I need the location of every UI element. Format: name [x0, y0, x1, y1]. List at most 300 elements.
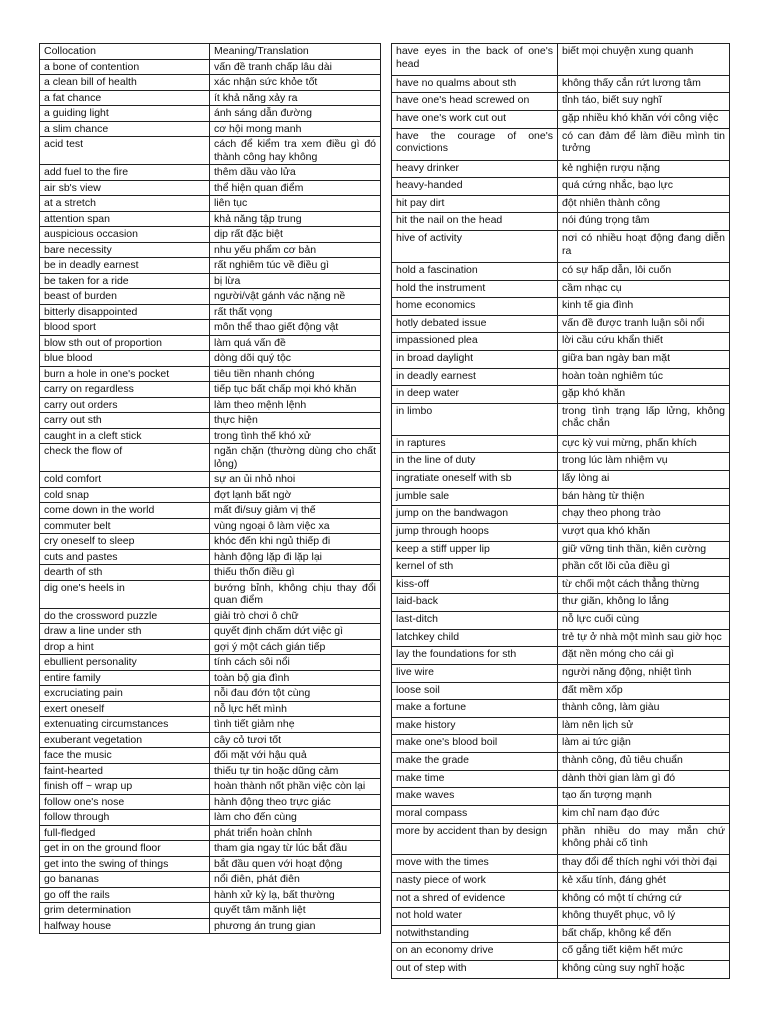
meaning-cell: gặp khó khăn: [558, 386, 730, 404]
collocation-cell: in broad daylight: [392, 351, 558, 369]
collocation-cell: cold comfort: [40, 472, 210, 488]
table-row: [392, 368, 730, 386]
collocation-cell: hold a fascination: [392, 262, 558, 280]
table-row: [40, 918, 381, 934]
meaning-cell: xác nhận sức khỏe tốt: [210, 75, 381, 91]
table-row: [392, 195, 730, 213]
meaning-cell: có sự hấp dẫn, lôi cuốn: [558, 262, 730, 280]
table-row: [392, 682, 730, 700]
collocation-cell: a slim chance: [40, 121, 210, 137]
collocation-cell: not hold water: [392, 908, 558, 926]
table-row: [392, 298, 730, 316]
table-row: [392, 753, 730, 771]
meaning-cell: gặp nhiều khó khăn với công việc: [558, 111, 730, 129]
meaning-cell: bướng bỉnh, không chịu thay đổi quan điểm: [210, 580, 381, 608]
table-row: [392, 594, 730, 612]
collocation-cell: dearth of sth: [40, 565, 210, 581]
collocation-cell: on an economy drive: [392, 943, 558, 961]
meaning-cell: thể hiện quan điểm: [210, 180, 381, 196]
meaning-cell: ánh sáng dẫn đường: [210, 106, 381, 122]
table-row: [40, 732, 381, 748]
table-row: [40, 701, 381, 717]
table-row: [392, 386, 730, 404]
meaning-cell: quá cứng nhắc, bạo lực: [558, 178, 730, 196]
collocation-cell: blue blood: [40, 351, 210, 367]
meaning-cell: thiếu thốn điều gì: [210, 565, 381, 581]
collocation-cell: have one's work cut out: [392, 111, 558, 129]
collocation-cell: check the flow of: [40, 444, 210, 472]
collocation-cell: make waves: [392, 788, 558, 806]
collocation-cell: have one's head screwed on: [392, 93, 558, 111]
meaning-cell: thành công, đủ tiêu chuẩn: [558, 753, 730, 771]
meaning-cell: nhu yếu phẩm cơ bản: [210, 242, 381, 258]
collocation-cell: exuberant vegetation: [40, 732, 210, 748]
meaning-cell: giải trò chơi ô chữ: [210, 608, 381, 624]
table-row: [392, 213, 730, 231]
meaning-cell: thiếu tự tin hoặc dũng cảm: [210, 763, 381, 779]
collocation-cell: make one's blood boil: [392, 735, 558, 753]
table-row: [40, 903, 381, 919]
right-table-wrapper: [391, 43, 730, 979]
meaning-cell: dành thời gian làm gì đó: [558, 770, 730, 788]
table-row: [40, 686, 381, 702]
table-row: [40, 670, 381, 686]
meaning-cell: vùng ngoại ô làm việc xa: [210, 518, 381, 534]
collocation-cell: make the grade: [392, 753, 558, 771]
table-row: [392, 961, 730, 979]
collocation-cell: in deep water: [392, 386, 558, 404]
meaning-cell: trong lúc làm nhiệm vụ: [558, 453, 730, 471]
header-collocation: Collocation: [40, 44, 210, 60]
collocation-cell: make history: [392, 717, 558, 735]
meaning-cell: tạo ấn tượng mạnh: [558, 788, 730, 806]
table-row: [40, 549, 381, 565]
meaning-cell: không có một tí chứng cứ: [558, 890, 730, 908]
collocation-cell: out of step with: [392, 961, 558, 979]
right-table-body: [392, 44, 730, 979]
table-row: [40, 227, 381, 243]
collocation-cell: move with the times: [392, 855, 558, 873]
meaning-cell: vấn đề được tranh luận sôi nổi: [558, 315, 730, 333]
collocation-cell: face the music: [40, 748, 210, 764]
meaning-cell: phương án trung gian: [210, 918, 381, 934]
collocation-cell: drop a hint: [40, 639, 210, 655]
meaning-cell: kinh tế gia đình: [558, 298, 730, 316]
meaning-cell: thư giãn, không lo lắng: [558, 594, 730, 612]
meaning-cell: không thấy cắn rứt lương tâm: [558, 75, 730, 93]
collocation-cell: blood sport: [40, 320, 210, 336]
table-row: [392, 435, 730, 453]
collocation-cell: last-ditch: [392, 612, 558, 630]
table-row: [40, 75, 381, 91]
table-row: [40, 887, 381, 903]
table-row: [40, 366, 381, 382]
collocation-cell: keep a stiff upper lip: [392, 541, 558, 559]
table-row: [392, 44, 730, 76]
meaning-cell: đợt lạnh bất ngờ: [210, 487, 381, 503]
meaning-cell: vấn đề tranh chấp lâu dài: [210, 59, 381, 75]
collocation-cell: a fat chance: [40, 90, 210, 106]
meaning-cell: làm cho đến cùng: [210, 810, 381, 826]
table-row: [40, 289, 381, 305]
meaning-cell: cầm nhạc cụ: [558, 280, 730, 298]
header-meaning: Meaning/Translation: [210, 44, 381, 60]
meaning-cell: bất chấp, không kể đến: [558, 925, 730, 943]
meaning-cell: gợi ý một cách gián tiếp: [210, 639, 381, 655]
table-row: [392, 559, 730, 577]
meaning-cell: phần nhiều do may mắn chứ không phải cố tình: [558, 823, 730, 855]
meaning-cell: kim chỉ nam đạo đức: [558, 805, 730, 823]
table-row: [392, 823, 730, 855]
collocation-cell: commuter belt: [40, 518, 210, 534]
meaning-cell: làm theo mệnh lệnh: [210, 397, 381, 413]
table-row: [392, 75, 730, 93]
table-row: [40, 841, 381, 857]
table-row: [40, 90, 381, 106]
collocation-cell: dig one's heels in: [40, 580, 210, 608]
collocation-cell: get into the swing of things: [40, 856, 210, 872]
meaning-cell: cách để kiểm tra xem điều gì đó thành công hay không: [210, 137, 381, 165]
meaning-cell: không cùng suy nghĩ hoặc: [558, 961, 730, 979]
collocation-cell: draw a line under sth: [40, 624, 210, 640]
collocation-cell: come down in the world: [40, 503, 210, 519]
meaning-cell: toàn bộ gia đình: [210, 670, 381, 686]
collocation-cell: extenuating circumstances: [40, 717, 210, 733]
collocation-cell: hive of activity: [392, 231, 558, 263]
meaning-cell: biết mọi chuyện xung quanh: [558, 44, 730, 76]
collocation-cell: in deadly earnest: [392, 368, 558, 386]
table-row: [392, 717, 730, 735]
table-row: [392, 612, 730, 630]
meaning-cell: không thuyết phục, vô lý: [558, 908, 730, 926]
collocation-cell: grim determination: [40, 903, 210, 919]
collocation-cell: notwithstanding: [392, 925, 558, 943]
table-row: [40, 810, 381, 826]
collocation-cell: jumble sale: [392, 488, 558, 506]
table-row: [40, 180, 381, 196]
meaning-cell: kẻ nghiện rượu nặng: [558, 160, 730, 178]
meaning-cell: đất mềm xốp: [558, 682, 730, 700]
collocation-cell: heavy-handed: [392, 178, 558, 196]
table-row: [392, 351, 730, 369]
meaning-cell: hoàn thành nốt phần việc còn lại: [210, 779, 381, 795]
table-row: [392, 872, 730, 890]
table-row: [40, 565, 381, 581]
meaning-cell: nơi có nhiều hoạt động đang diễn ra: [558, 231, 730, 263]
table-row: [392, 231, 730, 263]
collocation-cell: ebullient personality: [40, 655, 210, 671]
collocation-cell: lay the foundations for sth: [392, 647, 558, 665]
table-row: [392, 855, 730, 873]
collocation-cell: have no qualms about sth: [392, 75, 558, 93]
meaning-cell: lấy lòng ai: [558, 471, 730, 489]
collocation-cell: loose soil: [392, 682, 558, 700]
meaning-cell: trong tình trạng lấp lửng, không chắc chắn: [558, 403, 730, 435]
table-row: [392, 333, 730, 351]
table-row: [40, 534, 381, 550]
meaning-cell: hành động theo trực giác: [210, 794, 381, 810]
collocation-cell: hotly debated issue: [392, 315, 558, 333]
meaning-cell: trong tình thế khó xử: [210, 428, 381, 444]
collocation-cell: have the courage of one's convictions: [392, 128, 558, 160]
table-row: [40, 794, 381, 810]
meaning-cell: nỗ lực cuối cùng: [558, 612, 730, 630]
meaning-cell: thành công, làm giàu: [558, 700, 730, 718]
table-row: [392, 890, 730, 908]
table-row: [40, 121, 381, 137]
collocation-cell: bare necessity: [40, 242, 210, 258]
meaning-cell: giữ vững tinh thần, kiên cường: [558, 541, 730, 559]
meaning-cell: ngăn chặn (thường dùng cho chất lỏng): [210, 444, 381, 472]
meaning-cell: bán hàng từ thiện: [558, 488, 730, 506]
meaning-cell: tiêu tiền nhanh chóng: [210, 366, 381, 382]
table-row: [392, 788, 730, 806]
collocation-cell: acid test: [40, 137, 210, 165]
table-row: [392, 453, 730, 471]
meaning-cell: mất đi/suy giảm vị thế: [210, 503, 381, 519]
table-row: [392, 506, 730, 524]
table-row: [392, 925, 730, 943]
collocation-cell: exert oneself: [40, 701, 210, 717]
meaning-cell: vượt qua khó khăn: [558, 523, 730, 541]
table-row: [392, 178, 730, 196]
meaning-cell: dịp rất đặc biệt: [210, 227, 381, 243]
meaning-cell: nỗi đau đớn tột cùng: [210, 686, 381, 702]
meaning-cell: cố gắng tiết kiệm hết mức: [558, 943, 730, 961]
table-row: [40, 413, 381, 429]
table-row: [392, 280, 730, 298]
collocation-cell: impassioned plea: [392, 333, 558, 351]
meaning-cell: khả năng tập trung: [210, 211, 381, 227]
table-row: [392, 770, 730, 788]
meaning-cell: kẻ xấu tính, đáng ghét: [558, 872, 730, 890]
meaning-cell: thay đổi để thích nghi với thời đại: [558, 855, 730, 873]
table-row: [40, 196, 381, 212]
table-row: [392, 93, 730, 111]
collocation-cell: heavy drinker: [392, 160, 558, 178]
meaning-cell: phần cốt lõi của điều gì: [558, 559, 730, 577]
meaning-cell: bị lừa: [210, 273, 381, 289]
table-row: [40, 639, 381, 655]
table-row: [40, 258, 381, 274]
meaning-cell: cực kỳ vui mừng, phấn khích: [558, 435, 730, 453]
meaning-cell: lời cầu cứu khẩn thiết: [558, 333, 730, 351]
meaning-cell: tình tiết giảm nhẹ: [210, 717, 381, 733]
table-row: [40, 273, 381, 289]
meaning-cell: chạy theo phong trào: [558, 506, 730, 524]
collocation-cell: live wire: [392, 664, 558, 682]
collocation-cell: be in deadly earnest: [40, 258, 210, 274]
meaning-cell: hoàn toàn nghiêm túc: [558, 368, 730, 386]
meaning-cell: tính cách sôi nổi: [210, 655, 381, 671]
meaning-cell: nỗ lực hết mình: [210, 701, 381, 717]
table-row: [40, 748, 381, 764]
collocation-cell: a guiding light: [40, 106, 210, 122]
table-row: [392, 315, 730, 333]
collocation-cell: bitterly disappointed: [40, 304, 210, 320]
table-row: [40, 503, 381, 519]
collocation-cell: more by accident than by design: [392, 823, 558, 855]
meaning-cell: nổi điên, phát điên: [210, 872, 381, 888]
table-row: [392, 647, 730, 665]
collocation-cell: moral compass: [392, 805, 558, 823]
table-row: [392, 160, 730, 178]
table-row: [40, 763, 381, 779]
table-row: [40, 655, 381, 671]
collocation-cell: full-fledged: [40, 825, 210, 841]
collocation-cell: in raptures: [392, 435, 558, 453]
table-row: [40, 487, 381, 503]
collocation-cell: have eyes in the back of one's head: [392, 44, 558, 76]
collocation-cell: beast of burden: [40, 289, 210, 305]
table-row: [40, 472, 381, 488]
meaning-cell: đột nhiên thành công: [558, 195, 730, 213]
meaning-cell: cây cỏ tươi tốt: [210, 732, 381, 748]
table-row: [392, 541, 730, 559]
meaning-cell: tham gia ngay từ lúc bắt đầu: [210, 841, 381, 857]
collocation-cell: cuts and pastes: [40, 549, 210, 565]
left-collocation-table: [39, 43, 381, 934]
table-row: [40, 856, 381, 872]
collocation-cell: do the crossword puzzle: [40, 608, 210, 624]
table-row: [40, 444, 381, 472]
meaning-cell: làm quá vấn đề: [210, 335, 381, 351]
table-row: [392, 735, 730, 753]
collocation-cell: blow sth out of proportion: [40, 335, 210, 351]
meaning-cell: dòng dõi quý tộc: [210, 351, 381, 367]
table-row: [40, 320, 381, 336]
collocation-cell: add fuel to the fire: [40, 165, 210, 181]
collocation-cell: hold the instrument: [392, 280, 558, 298]
table-row: [392, 629, 730, 647]
collocation-cell: carry out orders: [40, 397, 210, 413]
table-row: [40, 580, 381, 608]
collocation-cell: go bananas: [40, 872, 210, 888]
collocation-cell: kernel of sth: [392, 559, 558, 577]
table-row: [40, 106, 381, 122]
table-row: [392, 576, 730, 594]
table-row: [40, 59, 381, 75]
meaning-cell: trẻ tự ở nhà một mình sau giờ học: [558, 629, 730, 647]
meaning-cell: rất thất vọng: [210, 304, 381, 320]
table-row: [40, 825, 381, 841]
collocation-cell: a bone of contention: [40, 59, 210, 75]
meaning-cell: rất nghiêm túc về điều gì: [210, 258, 381, 274]
meaning-cell: cơ hội mong manh: [210, 121, 381, 137]
collocation-cell: cry oneself to sleep: [40, 534, 210, 550]
collocation-cell: air sb's view: [40, 180, 210, 196]
meaning-cell: từ chối một cách thẳng thừng: [558, 576, 730, 594]
collocation-cell: cold snap: [40, 487, 210, 503]
meaning-cell: người năng động, nhiệt tình: [558, 664, 730, 682]
meaning-cell: quyết tâm mãnh liệt: [210, 903, 381, 919]
collocation-cell: carry on regardless: [40, 382, 210, 398]
table-row: [392, 805, 730, 823]
table-row: [392, 111, 730, 129]
meaning-cell: đặt nền móng cho cái gì: [558, 647, 730, 665]
meaning-cell: ít khả năng xảy ra: [210, 90, 381, 106]
table-row: [392, 262, 730, 280]
table-row: [392, 128, 730, 160]
table-row: [392, 471, 730, 489]
collocation-cell: jump through hoops: [392, 523, 558, 541]
left-table-body: [40, 59, 381, 934]
meaning-cell: đối mặt với hậu quả: [210, 748, 381, 764]
table-row: [392, 488, 730, 506]
meaning-cell: làm nên lịch sử: [558, 717, 730, 735]
meaning-cell: giữa ban ngày ban mặt: [558, 351, 730, 369]
collocation-cell: hit the nail on the head: [392, 213, 558, 231]
collocation-cell: nasty piece of work: [392, 872, 558, 890]
meaning-cell: môn thể thao giết động vật: [210, 320, 381, 336]
collocation-cell: make time: [392, 770, 558, 788]
collocation-cell: attention span: [40, 211, 210, 227]
meaning-cell: thực hiện: [210, 413, 381, 429]
collocation-cell: auspicious occasion: [40, 227, 210, 243]
collocation-cell: excruciating pain: [40, 686, 210, 702]
right-collocation-table: [391, 43, 730, 979]
collocation-cell: make a fortune: [392, 700, 558, 718]
collocation-cell: hit pay dirt: [392, 195, 558, 213]
table-row: [40, 779, 381, 795]
meaning-cell: hành xử kỳ lạ, bất thường: [210, 887, 381, 903]
table-row: [392, 908, 730, 926]
collocation-cell: in the line of duty: [392, 453, 558, 471]
collocation-cell: burn a hole in one's pocket: [40, 366, 210, 382]
table-row: [40, 872, 381, 888]
collocation-cell: jump on the bandwagon: [392, 506, 558, 524]
meaning-cell: liên tục: [210, 196, 381, 212]
meaning-cell: có can đảm để làm điều mình tin tưởng: [558, 128, 730, 160]
collocation-cell: follow through: [40, 810, 210, 826]
collocation-cell: halfway house: [40, 918, 210, 934]
collocation-cell: latchkey child: [392, 629, 558, 647]
table-row: [40, 608, 381, 624]
table-row: [40, 351, 381, 367]
collocation-cell: go off the rails: [40, 887, 210, 903]
meaning-cell: nói đúng trọng tâm: [558, 213, 730, 231]
meaning-cell: tiếp tục bất chấp mọi khó khăn: [210, 382, 381, 398]
meaning-cell: bắt đầu quen với hoạt động: [210, 856, 381, 872]
meaning-cell: làm ai tức giận: [558, 735, 730, 753]
meaning-cell: tỉnh táo, biết suy nghĩ: [558, 93, 730, 111]
table-row: [40, 304, 381, 320]
collocation-cell: carry out sth: [40, 413, 210, 429]
collocation-cell: follow one's nose: [40, 794, 210, 810]
collocation-cell: ingratiate oneself with sb: [392, 471, 558, 489]
table-row: [392, 700, 730, 718]
collocation-cell: finish off ~ wrap up: [40, 779, 210, 795]
meaning-cell: sự an ủi nhỏ nhoi: [210, 472, 381, 488]
collocation-cell: be taken for a ride: [40, 273, 210, 289]
table-row: [40, 242, 381, 258]
table-row: [40, 717, 381, 733]
table-row: [40, 382, 381, 398]
table-row: [40, 165, 381, 181]
collocation-cell: in limbo: [392, 403, 558, 435]
meaning-cell: phát triển hoàn chỉnh: [210, 825, 381, 841]
table-row: [392, 523, 730, 541]
table-row: [392, 664, 730, 682]
collocation-cell: get in on the ground floor: [40, 841, 210, 857]
table-row: [40, 624, 381, 640]
table-row: [40, 335, 381, 351]
collocation-cell: caught in a cleft stick: [40, 428, 210, 444]
collocation-cell: at a stretch: [40, 196, 210, 212]
table-row: [392, 943, 730, 961]
table-row: [40, 428, 381, 444]
meaning-cell: thêm dầu vào lửa: [210, 165, 381, 181]
